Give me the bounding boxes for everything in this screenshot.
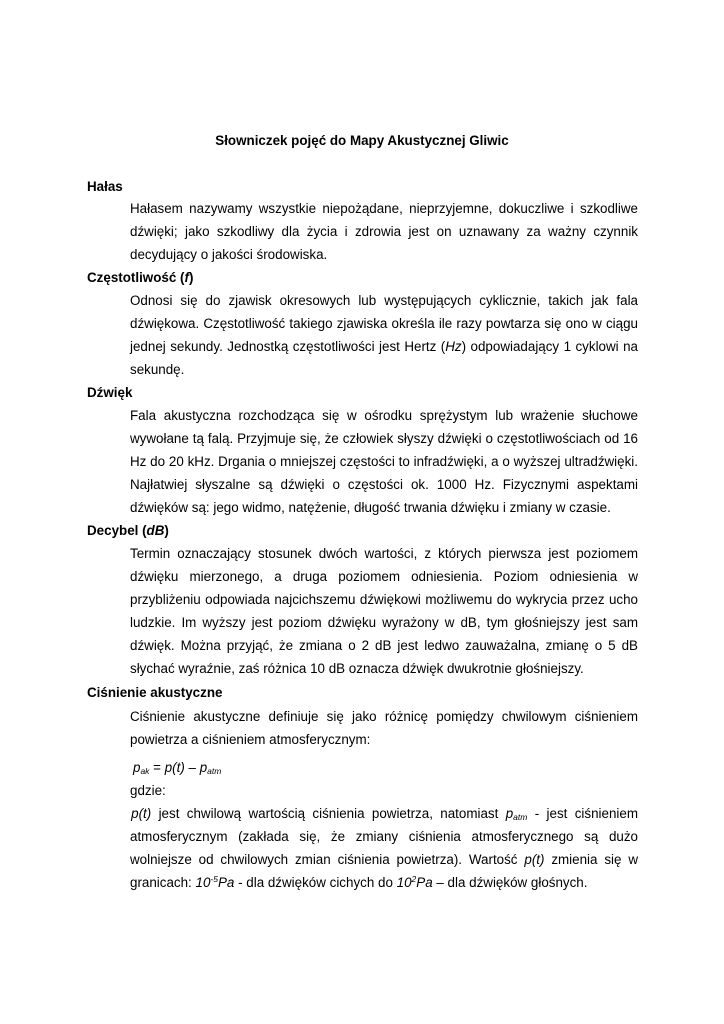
formula-description (130, 802, 638, 894)
definition-line: dźwięków są: jego widmo, natężenie, długość trwania dźwięku i zmiany w czasie. (130, 500, 611, 516)
definition-line: Najłatwiej słyszalne są dźwięki o częstości ok. 1000 Hz. Fizycznymi aspektami (130, 477, 638, 493)
definition-line: Fala akustyczna rozchodząca się w ośrodku sprężystym lub wrażenie słuchowe (130, 408, 638, 423)
definition-line: ludzkie. Im wyższy jest poziom dźwięku wyrażony w dB, tym głośniejszy jest sam (130, 615, 638, 631)
definition-line: wywołane tą falą. Przyjmuje się, że człowiek słyszy dźwięki o częstotliwościach od 16 (130, 431, 638, 447)
gdzie-label: gdzie: (130, 783, 166, 798)
definition-cisnienie (130, 705, 638, 751)
term-czestotliwosc: Częstotliwość (f) (87, 270, 194, 285)
definition-line: słychać wyraźnie, zaś różnica 10 dB oznacza dźwięk dwukrotnie głośniejszy. (130, 661, 584, 677)
definition-line: p(t) jest chwilową wartością ciśnienia powietrza, natomiast $p_{atm}$ - jest ciśnieniem (131, 806, 638, 822)
definition-line: wolniejsze od chwilowych zmian ciśnienia powietrza). Wartość p(t) zmienia się w (130, 852, 638, 868)
definition-line: Hz do 20 kHz. Drgania o mniejszej częstości to infradźwięki, a o wyższej ultradźwięki. (130, 454, 638, 470)
definition-line: decydujący o jakości środowiska. (130, 247, 328, 263)
definition-line: Termin oznaczający stosunek dwóch wartości, z których pierwsza jest poziomem (130, 546, 638, 561)
term-decybel: Decybel (dB) (87, 523, 169, 538)
definition-line: Hałasem nazywamy wszystkie niepożądane, nieprzyjemne, dokuczliwe i szkodliwe (130, 201, 638, 216)
definition-line: dźwięk. Można przyjąć, że zmiana o 2 dB jest ledwo zauważalna, zmianę o 5 dB (130, 638, 638, 654)
definition-line: dźwięki; jako szkodliwy dla życia i zdrowia jest on uznawany za ważny czynnik (130, 224, 638, 240)
definition-line: jednej sekundy. Jednostką częstotliwości jest Hertz (Hz) odpowiadający 1 cyklowi na (130, 339, 638, 355)
term-symbol: dB (146, 523, 165, 538)
term-symbol: f (184, 270, 189, 285)
term-halas: Hałas (87, 179, 123, 194)
definition-line: Ciśnienie akustyczne definiuje się jako różnicę pomiędzy chwilowym ciśnieniem (130, 709, 638, 724)
definition-line: atmosferycznym (zakłada się, że zmiany ciśnienia atmosferycznego są dużo (130, 829, 638, 845)
definition-czestotliwosc (130, 289, 638, 381)
definition-line: sekundę. (130, 362, 185, 378)
term-dzwiek: Dźwięk (87, 385, 133, 400)
definition-line: granicach: $10^{-5}Pa$ - dla dźwięków cichych do $10^2Pa$ – dla dźwięków głośnych. (130, 874, 588, 891)
definition-line: Odnosi się do zjawisk okresowych lub występujących cyklicznie, takich jak fala (130, 293, 638, 308)
page-title: Słowniczek pojęć do Mapy Akustycznej Gliwic (215, 133, 509, 148)
definition-line: przybliżeniu odpowiada najcichszemu dźwiękowi możliwemu do wykrycia przez ucho (130, 592, 638, 608)
definition-line: dźwięku mierzonego, a druga poziomem odniesienia. Poziom odniesienia w (130, 569, 638, 585)
definition-halas (130, 197, 638, 266)
definition-decybel (130, 542, 638, 681)
definition-line: dźwiękowa. Częstotliwość takiego zjawiska określa ile razy powtarza się ono w ciągu (130, 316, 638, 332)
definition-line: powietrza a ciśnieniem atmosferycznym: (130, 732, 371, 748)
formula: $p_{ak} = p(t) - p_{atm}$ (133, 760, 222, 776)
definition-dzwiek (130, 404, 638, 519)
term-cisnienie-akustyczne: Ciśnienie akustyczne (87, 685, 223, 700)
